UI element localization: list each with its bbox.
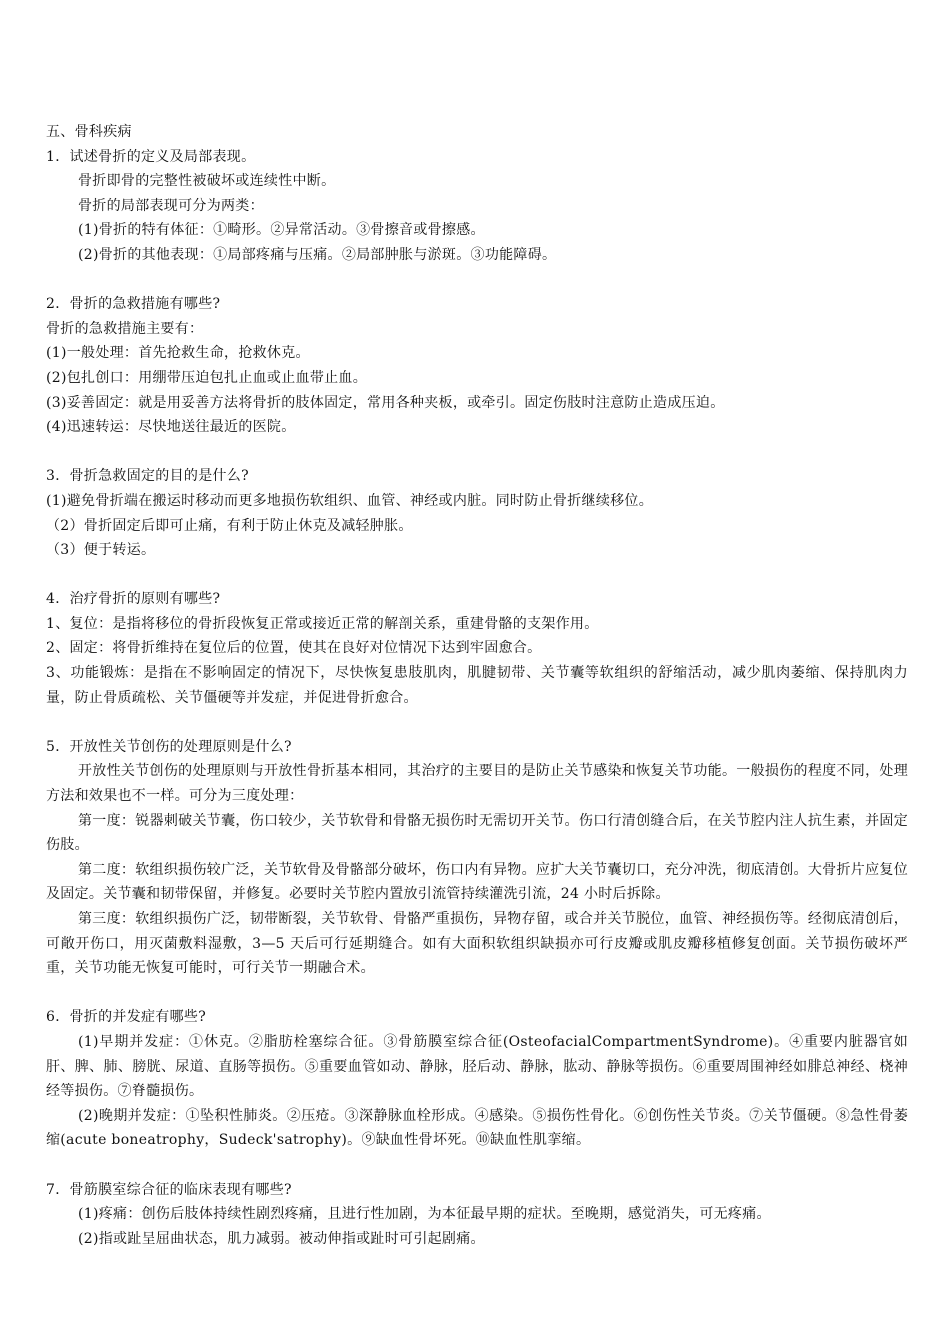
q5-principle: 开放性关节创伤的处理原则与开放性骨折基本相同，其治疗的主要目的是防止关节感染和恢复关节功能。一般损伤的程度不同，处理方法和效果也不一样。可分为三度处理： bbox=[46, 763, 908, 805]
q5-degree-2: 第二度：软组织损伤较广泛，关节软骨及骨骼部分破坏，伤口内有异物。应扩大关节囊切口，充分冲洗，彻底清创。大骨折片应复位及固定。关节囊和韧带保留，并修复。必要时关节腔内置放引流管持续灌洗引流，24 小时后拆除。 bbox=[46, 861, 908, 903]
spacer bbox=[46, 1153, 908, 1178]
spacer bbox=[46, 981, 908, 1006]
q3-item-1: (1)避免骨折端在搬运时移动而更多地损伤软组织、血管、神经或内脏。同时防止骨折继续移位。 bbox=[46, 492, 654, 509]
question-6-title: 6．骨折的并发症有哪些? bbox=[46, 1009, 207, 1026]
q2-item-3: (3)妥善固定：就是用妥善方法将骨折的肢体固定，常用各种夹板，或牵引。固定伤肢时注意防止造成压迫。 bbox=[46, 394, 725, 411]
q4-item-3: 3、功能锻炼：是指在不影响固定的情况下，尽快恢复患肢肌肉，肌腱韧带、关节囊等软组织的舒缩活动，减少肌肉萎缩、保持肌肉力量，防止骨质疏松、关节僵硬等并发症，并促进骨折愈合。 bbox=[46, 665, 908, 706]
q1-specific-signs: (1)骨折的特有体征：①畸形。②异常活动。③骨擦音或骨擦感。 bbox=[78, 222, 485, 239]
document-page bbox=[46, 120, 908, 1251]
section-title: 五、骨科疾病 bbox=[46, 124, 132, 140]
q3-item-2: （2）骨折固定后即可止痛，有利于防止休克及减轻肿胀。 bbox=[46, 517, 413, 534]
q1-local-signs-intro: 骨折的局部表现可分为两类： bbox=[78, 197, 264, 214]
question-2-title: 2．骨折的急救措施有哪些? bbox=[46, 296, 221, 313]
q5-degree-1: 第一度：锐器刺破关节囊，伤口较少，关节软骨和骨骼无损伤时无需切开关节。伤口行清创缝合后，在关节腔内注人抗生素，并固定伤肢。 bbox=[46, 812, 908, 854]
q2-item-2: (2)包扎创口：用绷带压迫包扎止血或止血带止血。 bbox=[46, 369, 368, 386]
q5-degree-3: 第三度：软组织损伤广泛，韧带断裂，关节软骨、骨骼严重损伤，异物存留，或合并关节脱位，血管、神经损伤等。经彻底清创后，可敞开伤口，用灭菌敷料湿敷，3—5 天后可行延期缝合。如有大面积软组织缺损亦可行皮瓣或肌皮瓣移植修复创面。关节损伤破坏严重，关节功能无恢复可能时，可行关节一期融合术。 bbox=[46, 911, 908, 977]
q2-intro: 骨折的急救措施主要有： bbox=[46, 320, 204, 337]
q6-late-complications: (2)晚期并发症：①坠积性肺炎。②压疮。③深静脉血栓形成。④感染。⑤损伤性骨化。⑥创伤性关节炎。⑦关节僵硬。⑧急性骨萎缩(acute boneatrophy，Sudeck'satrophy)。⑨缺血性骨坏死。⑩缺血性肌挛缩。 bbox=[46, 1107, 908, 1149]
q2-item-1: (1)一般处理：首先抢救生命，抢救休克。 bbox=[46, 345, 310, 362]
q6-early-complications: (1)早期并发症：①休克。②脂肪栓塞综合征。③骨筋膜室综合征(OsteofacialCompartmentSyndrome)。④重要内脏器官如肝、脾、肺、膀胱、尿道、直肠等损伤。⑤重要血管如动、静脉，胫后动、静脉，肱动、静脉等损伤。⑥重要周围神经如腓总神经、桡神经等损伤。⑦脊髓损伤。 bbox=[46, 1033, 908, 1100]
question-4-title: 4．治疗骨折的原则有哪些? bbox=[46, 591, 221, 608]
q4-item-2: 2、固定：将骨折维持在复位后的位置，使其在良好对位情况下达到牢固愈合。 bbox=[46, 640, 542, 657]
spacer bbox=[46, 268, 908, 293]
q1-definition: 骨折即骨的完整性被破坏或连续性中断。 bbox=[78, 173, 336, 190]
spacer bbox=[46, 710, 908, 735]
question-3-title: 3．骨折急救固定的目的是什么? bbox=[46, 468, 249, 485]
q3-item-3: （3）便于转运。 bbox=[46, 542, 156, 559]
q7-flexion: (2)指或趾呈屈曲状态，肌力减弱。被动伸指或趾时可引起剧痛。 bbox=[78, 1230, 485, 1247]
question-5-title: 5．开放性关节创伤的处理原则是什么? bbox=[46, 738, 292, 755]
spacer bbox=[46, 440, 908, 465]
question-7-title: 7．骨筋膜室综合征的临床表现有哪些? bbox=[46, 1181, 292, 1198]
q7-pain: (1)疼痛：创伤后肢体持续性剧烈疼痛，且进行性加剧，为本征最早期的症状。至晚期，感觉消失，可无疼痛。 bbox=[78, 1206, 771, 1223]
q1-other-signs: (2)骨折的其他表现：①局部疼痛与压痛。②局部肿胀与淤斑。③功能障碍。 bbox=[78, 246, 557, 263]
question-1-title: 1．试述骨折的定义及局部表现。 bbox=[46, 148, 256, 165]
spacer bbox=[46, 563, 908, 588]
q4-item-1: 1、复位：是指将移位的骨折段恢复正常或接近正常的解剖关系，重建骨骼的支架作用。 bbox=[46, 615, 599, 632]
q2-item-4: (4)迅速转运：尽快地送往最近的医院。 bbox=[46, 419, 296, 436]
